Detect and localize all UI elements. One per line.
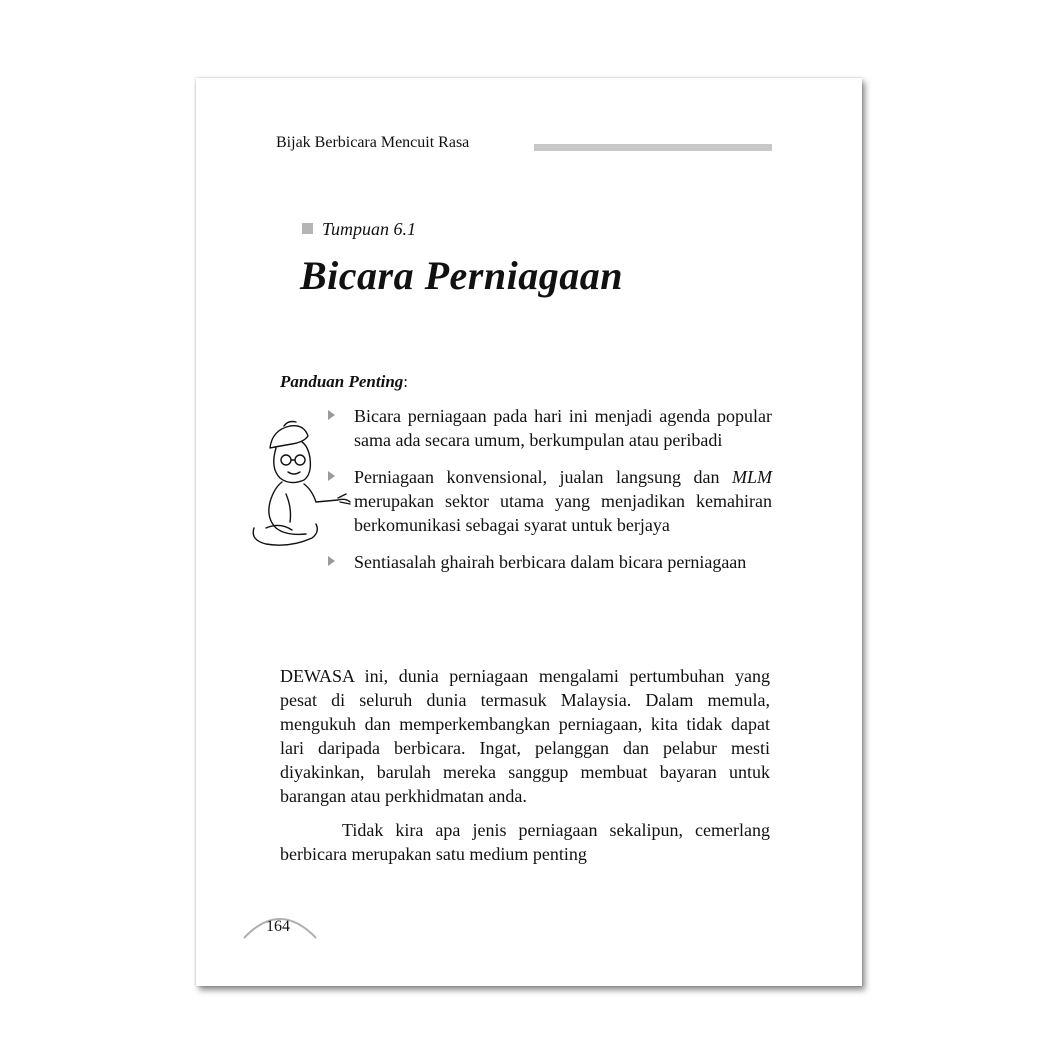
triangle-bullet-icon [328, 410, 335, 420]
bullet-text: Bicara perniagaan pada hari ini menjadi agenda popular sama ada secara umum, berkumpulan atau peribadi [354, 406, 772, 450]
bullet-text: Sentiasalah ghairah berbicara dalam bicara perniagaan [354, 552, 747, 572]
book-page [196, 78, 862, 986]
paragraph: DEWASA ini, dunia perniagaan mengalami pertumbuhan yang pesat di seluruh dunia termasuk Malaysia. Dalam memula, mengukuh dan memperkembangkan perniagaan, kita tidak dapat lari daripada berbicara. Ingat, pelanggan dan pelabur mesti diyakinkan, barulah mereka sanggup membuat bayaran untuk barangan atau perkhidmatan anda. [280, 666, 770, 806]
section-label-text: Tumpuan 6.1 [322, 219, 417, 239]
guide-heading-text: Panduan Penting [280, 372, 404, 391]
paragraph: Tidak kira apa jenis perniagaan sekalipun, cemerlang berbicara merupakan satu medium penting [280, 820, 770, 864]
triangle-bullet-icon [328, 471, 335, 481]
bullet-text: Perniagaan konvensional, jualan langsung dan [354, 467, 732, 487]
bullet-text: merupakan sektor utama yang menjadikan kemahiran berkomunikasi sebagai syarat untuk berjaya [354, 491, 772, 535]
list-item [328, 465, 772, 537]
triangle-bullet-icon [328, 556, 335, 566]
page-number: 164 [266, 918, 290, 935]
guide-heading [280, 372, 408, 392]
body-text [280, 664, 770, 876]
list-item [328, 550, 772, 574]
section-label [302, 219, 416, 240]
square-bullet-icon [302, 223, 313, 234]
guide-bullet-list [328, 404, 772, 587]
list-item [328, 404, 772, 452]
guide-heading-colon: : [403, 372, 409, 391]
header-rule [534, 144, 772, 151]
bullet-emphasis: MLM [732, 467, 772, 487]
running-head: Bijak Berbicara Mencuit Rasa [276, 134, 470, 151]
chapter-title: Bicara Perniagaan [300, 253, 623, 298]
